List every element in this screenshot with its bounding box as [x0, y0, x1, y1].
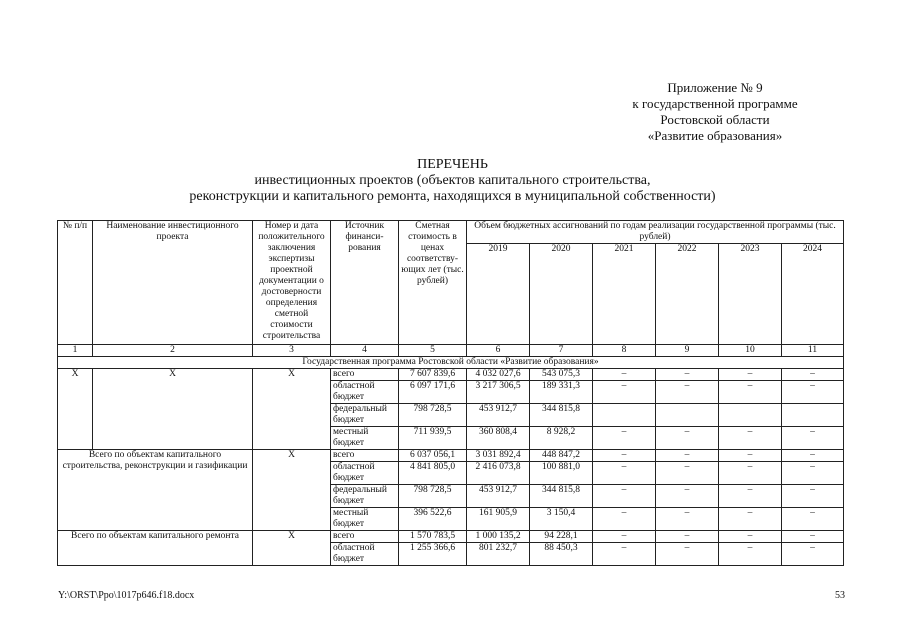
row-2020: 344 815,8 [530, 485, 593, 508]
row-2023: – [719, 531, 782, 543]
row-2023: – [719, 508, 782, 531]
row-source: областной бюджет [331, 462, 399, 485]
row-conclusion: X [253, 531, 331, 566]
row-cost: 798 728,5 [399, 485, 467, 508]
appendix-line-4: «Развитие образования» [647, 128, 783, 143]
header-year: 2024 [782, 244, 844, 345]
row-2020: 344 815,8 [530, 404, 593, 427]
row-2023: – [719, 381, 782, 404]
row-2019: 360 808,4 [467, 427, 530, 450]
column-number: 8 [593, 345, 656, 357]
row-2019: 453 912,7 [467, 485, 530, 508]
row-2021: – [593, 485, 656, 508]
row-source: местный бюджет [331, 508, 399, 531]
row-cost: 7 607 839,6 [399, 369, 467, 381]
row-2021: – [593, 450, 656, 462]
row-cost: 6 097 171,6 [399, 381, 467, 404]
table-row [58, 531, 844, 543]
row-2019: 161 905,9 [467, 508, 530, 531]
row-2022: – [656, 369, 719, 381]
row-2023: – [719, 543, 782, 566]
row-2020: 8 928,2 [530, 427, 593, 450]
header-year: 2022 [656, 244, 719, 345]
row-2020: 448 847,2 [530, 450, 593, 462]
row-cost: 6 037 056,1 [399, 450, 467, 462]
row-2022: – [656, 508, 719, 531]
row-2022: – [656, 531, 719, 543]
row-2024: – [782, 450, 844, 462]
row-source: всего [331, 450, 399, 462]
row-2020: 94 228,1 [530, 531, 593, 543]
document-title [0, 157, 905, 205]
column-number: 3 [253, 345, 331, 357]
header-volume: Объем бюджетных ассигнований по годам реализации государственной программы (тыс. рублей) [467, 221, 844, 244]
row-source: всего [331, 531, 399, 543]
title-line-1: ПЕРЕЧЕНЬ [417, 157, 488, 172]
row-2020: 543 075,3 [530, 369, 593, 381]
column-number: 7 [530, 345, 593, 357]
row-2022: – [656, 543, 719, 566]
row-cost: 711 939,5 [399, 427, 467, 450]
row-2021: – [593, 369, 656, 381]
row-2021: – [593, 531, 656, 543]
column-number: 10 [719, 345, 782, 357]
column-numbers-row [58, 345, 844, 357]
row-2020: 189 331,3 [530, 381, 593, 404]
row-2019: 2 416 073,8 [467, 462, 530, 485]
row-2021: – [593, 381, 656, 404]
table-row [58, 369, 844, 381]
row-2024: – [782, 462, 844, 485]
column-number: 4 [331, 345, 399, 357]
appendix-line-1: Приложение № 9 [667, 80, 763, 95]
row-2022: – [656, 450, 719, 462]
title-line-2: инвестиционных проектов (объектов капитального строительства, [254, 173, 651, 188]
row-name: X [93, 369, 253, 450]
row-2019: 1 000 135,2 [467, 531, 530, 543]
column-number: 2 [93, 345, 253, 357]
footer-file-path: Y:\ORST\Ppo\1017p646.f18.docx [58, 590, 195, 601]
column-number: 11 [782, 345, 844, 357]
appendix-line-3: Ростовской области [660, 112, 770, 127]
header-no: № п/п [58, 221, 93, 345]
row-2021 [593, 404, 656, 427]
column-number: 9 [656, 345, 719, 357]
footer-page-number: 53 [835, 590, 845, 601]
row-2022: – [656, 462, 719, 485]
row-source: всего [331, 369, 399, 381]
row-2022 [656, 404, 719, 427]
row-cost: 1 255 366,6 [399, 543, 467, 566]
row-source: местный бюджет [331, 427, 399, 450]
appendix-line-2: к государственной программе [632, 96, 798, 111]
row-cost: 396 522,6 [399, 508, 467, 531]
investment-projects-table [57, 220, 844, 566]
column-number: 6 [467, 345, 530, 357]
row-2024 [782, 404, 844, 427]
row-no: X [58, 369, 93, 450]
row-conclusion: X [253, 369, 331, 450]
column-number: 5 [399, 345, 467, 357]
row-2023: – [719, 369, 782, 381]
row-source: областной бюджет [331, 543, 399, 566]
row-2024: – [782, 508, 844, 531]
program-row [58, 357, 844, 369]
row-cost: 4 841 805,0 [399, 462, 467, 485]
title-line-3: реконструкции и капитального ремонта, находящихся в муниципальной собственности) [189, 189, 716, 204]
row-2024: – [782, 427, 844, 450]
header-source: Источник финанси-рования [331, 221, 399, 345]
appendix-heading [585, 80, 845, 144]
row-2024: – [782, 543, 844, 566]
program-title: Государственная программа Ростовской области «Развитие образования» [58, 357, 844, 369]
row-2019: 453 912,7 [467, 404, 530, 427]
column-number: 1 [58, 345, 93, 357]
row-2023: – [719, 427, 782, 450]
row-2020: 3 150,4 [530, 508, 593, 531]
row-2022: – [656, 381, 719, 404]
row-2021: – [593, 462, 656, 485]
header-year: 2021 [593, 244, 656, 345]
row-2024: – [782, 531, 844, 543]
row-2024: – [782, 485, 844, 508]
row-source: федеральный бюджет [331, 404, 399, 427]
header-conclusion: Номер и дата положительного заключения экспертизы проектной документации о достоверности определения сметной стоимости строительства [253, 221, 331, 345]
row-2020: 100 881,0 [530, 462, 593, 485]
row-name: Всего по объектам капитального ремонта [58, 531, 253, 566]
row-cost: 1 570 783,5 [399, 531, 467, 543]
row-source: областной бюджет [331, 381, 399, 404]
row-2020: 88 450,3 [530, 543, 593, 566]
row-cost: 798 728,5 [399, 404, 467, 427]
row-2023: – [719, 462, 782, 485]
row-2023: – [719, 485, 782, 508]
row-2019: 3 217 306,5 [467, 381, 530, 404]
header-row-1 [58, 221, 844, 244]
row-2019: 801 232,7 [467, 543, 530, 566]
row-2021: – [593, 543, 656, 566]
header-year: 2020 [530, 244, 593, 345]
row-conclusion: X [253, 450, 331, 531]
header-year: 2019 [467, 244, 530, 345]
row-2024: – [782, 381, 844, 404]
header-year: 2023 [719, 244, 782, 345]
row-2022: – [656, 485, 719, 508]
table-row [58, 450, 844, 462]
row-2023: – [719, 450, 782, 462]
row-2023 [719, 404, 782, 427]
header-name: Наименование инвестиционного проекта [93, 221, 253, 345]
row-2019: 4 032 027,6 [467, 369, 530, 381]
row-2024: – [782, 369, 844, 381]
row-2022: – [656, 427, 719, 450]
header-cost: Сметная стоимость в ценах соответству-ющих лет (тыс. рублей) [399, 221, 467, 345]
row-name: Всего по объектам капитального строительства, реконструкции и газификации [58, 450, 253, 531]
row-2021: – [593, 427, 656, 450]
row-source: федеральный бюджет [331, 485, 399, 508]
row-2021: – [593, 508, 656, 531]
row-2019: 3 031 892,4 [467, 450, 530, 462]
